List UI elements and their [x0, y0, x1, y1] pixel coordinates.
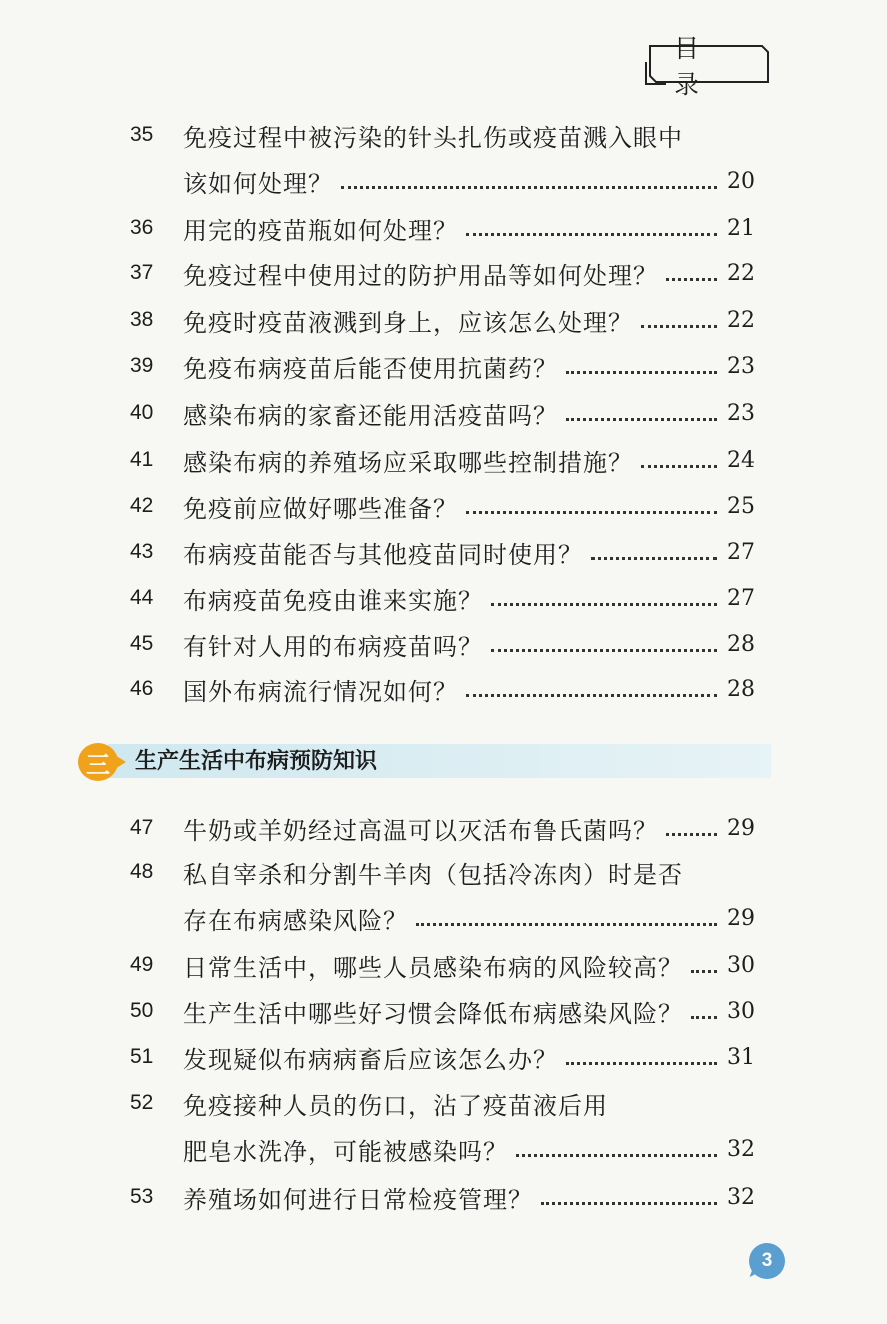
toc-entry[interactable]	[130, 1177, 755, 1217]
toc-entry[interactable]	[130, 115, 755, 155]
toc-entry-line	[183, 393, 755, 433]
toc-entry[interactable]	[130, 440, 755, 480]
toc-entry[interactable]	[130, 300, 755, 340]
dot-leader	[541, 1202, 717, 1205]
toc-entry-title: 存在布病感染风险？	[183, 906, 408, 935]
dot-leader	[641, 325, 717, 328]
toc-entry-title: 免疫前应做好哪些准备？	[183, 494, 458, 523]
section-title: 生产生活中布病预防知识	[135, 749, 378, 774]
toc-entry[interactable]	[130, 669, 755, 709]
toc-entry[interactable]	[130, 486, 755, 526]
dot-leader	[516, 1154, 717, 1157]
toc-entry-line	[183, 161, 755, 201]
toc-entry-page: 27	[727, 539, 755, 565]
toc-entry-line	[183, 253, 755, 293]
toc-entry-page: 22	[727, 307, 755, 333]
toc-entry-number: 53	[130, 1185, 154, 1208]
toc-header-tab	[644, 34, 772, 99]
toc-entry-line	[183, 346, 755, 386]
toc-entry-title: 布病疫苗免疫由谁来实施？	[183, 586, 483, 615]
toc-entry-line	[183, 440, 755, 480]
toc-entry-number: 48	[130, 860, 154, 883]
toc-header-label: 目录	[674, 34, 734, 99]
section-number-badge: 三	[78, 743, 118, 781]
toc-entry-title: 免疫过程中被污染的针头扎伤或疫苗溅入眼中	[183, 123, 683, 152]
dot-leader	[341, 186, 717, 189]
toc-entry-line	[183, 624, 755, 664]
toc-entry-line	[183, 1177, 755, 1217]
toc-entry-title: 国外布病流行情况如何？	[183, 677, 458, 706]
toc-entry-number: 37	[130, 261, 154, 284]
page-number-badge: 3	[749, 1243, 785, 1279]
dot-leader	[641, 465, 717, 468]
toc-entry-number: 41	[130, 448, 154, 471]
toc-entry[interactable]	[130, 1129, 755, 1169]
toc-entry-line	[183, 1129, 755, 1169]
toc-entry-title: 免疫过程中使用过的防护用品等如何处理？	[183, 261, 658, 290]
toc-entry-line	[183, 898, 755, 938]
toc-entry[interactable]	[130, 852, 755, 892]
toc-entry-line	[183, 852, 755, 892]
dot-leader	[591, 557, 717, 560]
toc-entry-page: 31	[727, 1044, 755, 1070]
toc-entry-line	[183, 208, 755, 248]
toc-entry-number: 36	[130, 216, 154, 239]
toc-entry-number: 44	[130, 586, 154, 609]
toc-entry-number: 46	[130, 677, 154, 700]
toc-entry-number: 51	[130, 1045, 154, 1068]
toc-entry-title: 生产生活中哪些好习惯会降低布病感染风险？	[183, 999, 683, 1028]
toc-entry-page: 29	[727, 905, 755, 931]
toc-entry-page: 29	[727, 815, 755, 841]
toc-entry-line	[183, 991, 755, 1031]
toc-entry-page: 32	[727, 1136, 755, 1162]
toc-entry[interactable]	[130, 1037, 755, 1077]
toc-entry-page: 28	[727, 676, 755, 702]
dot-leader	[566, 418, 717, 421]
dot-leader	[491, 649, 717, 652]
toc-entry-number: 38	[130, 308, 154, 331]
toc-entry-number: 50	[130, 999, 154, 1022]
toc-entry[interactable]	[130, 161, 755, 201]
toc-entry-page: 27	[727, 585, 755, 611]
toc-entry[interactable]	[130, 991, 755, 1031]
toc-entry-page: 22	[727, 260, 755, 286]
toc-entry-number: 42	[130, 494, 154, 517]
toc-entry-title: 肥皂水洗净，可能被感染吗？	[183, 1137, 508, 1166]
toc-entry-title: 感染布病的养殖场应采取哪些控制措施？	[183, 448, 633, 477]
dot-leader	[466, 511, 717, 514]
toc-entry-page: 20	[727, 168, 755, 194]
toc-entry[interactable]	[130, 808, 755, 848]
dot-leader	[566, 371, 717, 374]
toc-entry-page: 21	[727, 215, 755, 241]
toc-entry-number: 43	[130, 540, 154, 563]
toc-entry-page: 25	[727, 493, 755, 519]
toc-entry-line	[183, 945, 755, 985]
toc-entry-title: 发现疑似布病病畜后应该怎么办？	[183, 1045, 558, 1074]
toc-entry[interactable]	[130, 578, 755, 618]
toc-entry-page: 28	[727, 631, 755, 657]
dot-leader	[466, 233, 717, 236]
toc-entry-page: 23	[727, 353, 755, 379]
toc-entry-title: 免疫时疫苗液溅到身上，应该怎么处理？	[183, 308, 633, 337]
dot-leader	[691, 970, 717, 973]
dot-leader	[691, 1016, 717, 1019]
toc-entry-number: 49	[130, 953, 154, 976]
toc-entry-title: 日常生活中，哪些人员感染布病的风险较高？	[183, 953, 683, 982]
section-heading	[78, 742, 771, 782]
toc-entry-line	[183, 532, 755, 572]
toc-entry[interactable]	[130, 393, 755, 433]
toc-entry-title: 私自宰杀和分割牛羊肉（包括冷冻肉）时是否	[183, 860, 683, 889]
toc-entry-page: 30	[727, 998, 755, 1024]
toc-entry-title: 牛奶或羊奶经过高温可以灭活布鲁氏菌吗？	[183, 816, 658, 845]
toc-entry-line	[183, 1083, 755, 1123]
toc-entry[interactable]	[130, 898, 755, 938]
toc-entry[interactable]	[130, 532, 755, 572]
toc-entry-page: 24	[727, 447, 755, 473]
toc-entry-title: 该如何处理？	[183, 169, 333, 198]
dot-leader	[466, 694, 717, 697]
dot-leader	[416, 923, 717, 926]
toc-entry-title: 免疫接种人员的伤口，沾了疫苗液后用	[183, 1091, 608, 1120]
toc-entry-page: 32	[727, 1184, 755, 1210]
toc-entry-title: 免疫布病疫苗后能否使用抗菌药？	[183, 354, 558, 383]
toc-entry-title: 养殖场如何进行日常检疫管理？	[183, 1185, 533, 1214]
dot-leader	[566, 1062, 717, 1065]
dot-leader	[666, 833, 717, 836]
toc-entry-line	[183, 578, 755, 618]
toc-entry[interactable]	[130, 208, 755, 248]
toc-entry-title: 用完的疫苗瓶如何处理？	[183, 216, 458, 245]
toc-entry[interactable]	[130, 945, 755, 985]
toc-entry[interactable]	[130, 346, 755, 386]
toc-entry-number: 35	[130, 123, 154, 146]
toc-entry-page: 30	[727, 952, 755, 978]
toc-entry[interactable]	[130, 253, 755, 293]
toc-entry-line	[183, 669, 755, 709]
toc-entry-number: 45	[130, 632, 154, 655]
toc-entry-line	[183, 115, 755, 155]
toc-entry[interactable]	[130, 1083, 755, 1123]
toc-entry[interactable]	[130, 624, 755, 664]
toc-entry-line	[183, 486, 755, 526]
toc-entry-title: 布病疫苗能否与其他疫苗同时使用？	[183, 540, 583, 569]
toc-entry-title: 有针对人用的布病疫苗吗？	[183, 632, 483, 661]
toc-entry-page: 23	[727, 400, 755, 426]
toc-entry-number: 39	[130, 354, 154, 377]
toc-entry-title: 感染布病的家畜还能用活疫苗吗？	[183, 401, 558, 430]
toc-entry-line	[183, 1037, 755, 1077]
dot-leader	[491, 603, 717, 606]
toc-entry-number: 47	[130, 816, 154, 839]
toc-entry-line	[183, 300, 755, 340]
toc-entry-number: 52	[130, 1091, 154, 1114]
toc-entry-number: 40	[130, 401, 154, 424]
dot-leader	[666, 278, 717, 281]
toc-entry-line	[183, 808, 755, 848]
